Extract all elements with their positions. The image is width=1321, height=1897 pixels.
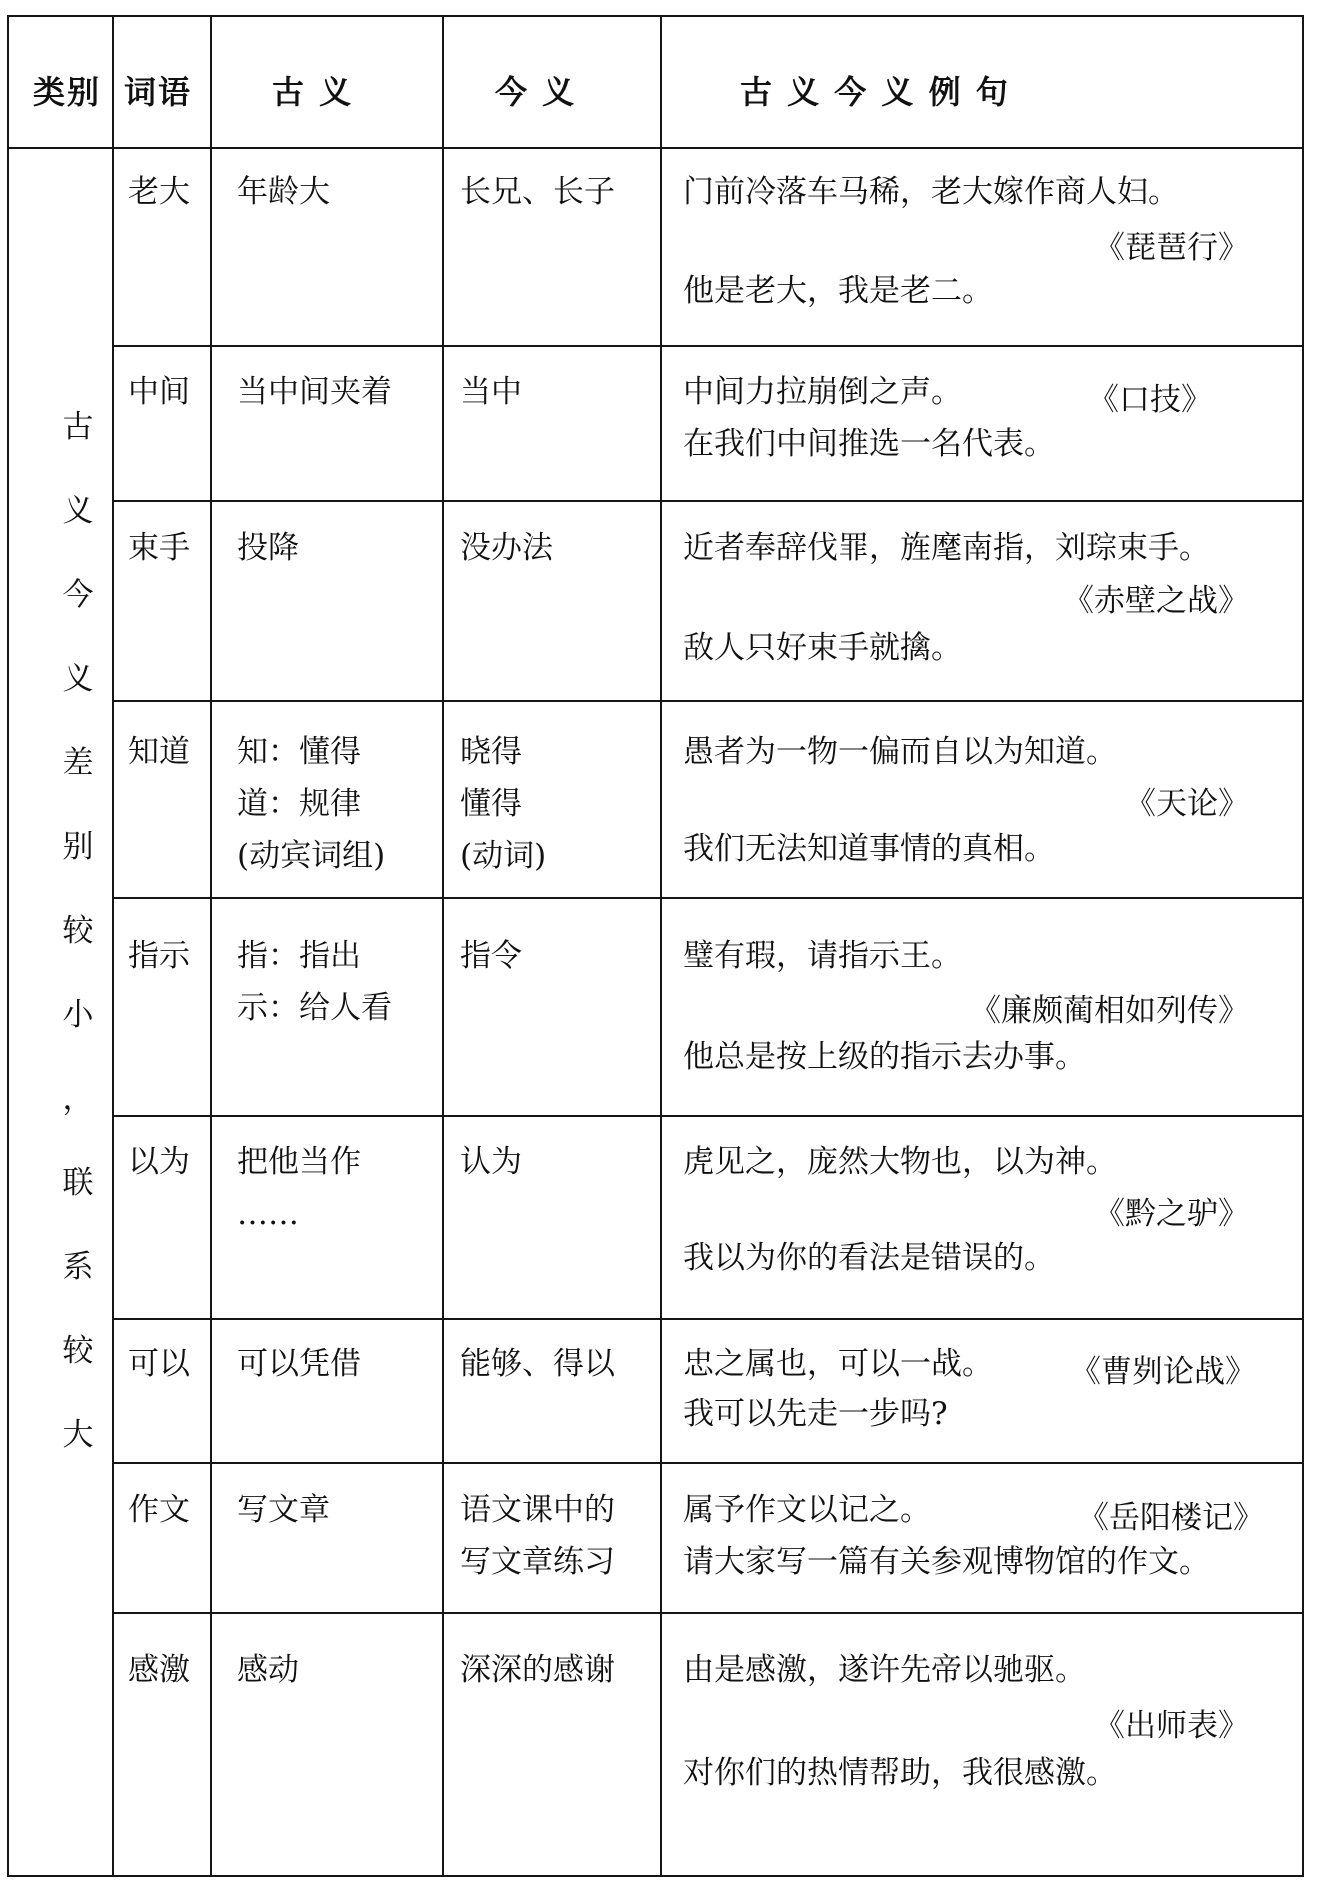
modern-meaning-cell: 能够、得以: [460, 1346, 615, 1382]
row-divider: [112, 1612, 1304, 1614]
example-source: 《口技》: [1088, 382, 1212, 418]
modern-example: 我们无法知道事情的真相。: [683, 831, 1055, 867]
column-divider: [660, 15, 662, 1877]
word-cell: 老大: [128, 174, 190, 210]
modern-example: 请大家写一篇有关参观博物馆的作文。: [683, 1544, 1210, 1580]
ancient-meaning-cell: 感动: [237, 1652, 299, 1688]
word-cell: 束手: [128, 530, 190, 566]
example-source: 《廉颇蔺相如列传》: [970, 993, 1249, 1029]
ancient-example: 璧有瑕，请指示王。: [683, 938, 962, 974]
ancient-meaning-cell: 写文章: [237, 1492, 330, 1528]
row-divider: [112, 1462, 1304, 1464]
modern-example: 对你们的热情帮助，我很感激。: [683, 1755, 1117, 1791]
table-left-border: [7, 15, 9, 1877]
modern-meaning-cell: 语文课中的 写文章练习: [460, 1492, 615, 1580]
header-modern-meaning: 今 义: [495, 73, 577, 111]
header-examples: 古 义 今 义 例 句: [740, 73, 1010, 111]
example-source: 《天论》: [1125, 786, 1249, 822]
ancient-example: 忠之属也，可以一战。: [683, 1346, 993, 1382]
ancient-example: 虎见之，庞然大物也，以为神。: [683, 1144, 1117, 1180]
modern-example: 敌人只好束手就擒。: [683, 630, 962, 666]
table-bottom-border: [7, 1875, 1304, 1877]
ancient-example: 愚者为一物一偏而自以为知道。: [683, 734, 1117, 770]
modern-example: 我可以先走一步吗?: [683, 1396, 948, 1432]
example-source: 《曹刿论战》: [1070, 1354, 1256, 1390]
word-cell: 指示: [128, 938, 190, 974]
ancient-example: 中间力拉崩倒之声。: [683, 374, 962, 410]
ancient-example: 属予作文以记之。: [683, 1492, 931, 1528]
header-bottom-border: [7, 147, 1304, 149]
word-cell: 中间: [128, 374, 190, 410]
row-divider: [112, 1318, 1304, 1320]
row-divider: [112, 345, 1304, 347]
header-category: 类别: [33, 73, 102, 111]
ancient-meaning-cell: 知：懂得 道：规律 (动宾词组): [237, 734, 386, 874]
word-cell: 可以: [128, 1346, 190, 1382]
column-divider: [210, 15, 212, 1877]
example-source: 《琵琶行》: [1094, 230, 1249, 266]
ancient-example: 近者奉辞伐罪，旌麾南指，刘琮束手。: [683, 530, 1210, 566]
modern-meaning-cell: 长兄、长子: [460, 174, 615, 210]
modern-meaning-cell: 深深的感谢: [460, 1652, 615, 1688]
ancient-meaning-cell: 可以凭借: [237, 1346, 361, 1382]
modern-meaning-cell: 没办法: [460, 530, 553, 566]
column-divider: [112, 15, 114, 1877]
modern-meaning-cell: 认为: [460, 1144, 522, 1180]
ancient-example: 由是感激，遂许先帝以驰驱。: [683, 1652, 1086, 1688]
ancient-meaning-cell: 年龄大: [237, 174, 330, 210]
row-divider: [112, 897, 1304, 899]
modern-meaning-cell: 指令: [460, 938, 522, 974]
modern-example: 他是老大，我是老二。: [683, 273, 993, 309]
modern-meaning-cell: 当中: [460, 374, 522, 410]
row-divider: [112, 700, 1304, 702]
modern-example: 我以为你的看法是错误的。: [683, 1240, 1055, 1276]
row-divider: [112, 500, 1304, 502]
modern-example: 他总是按上级的指示去办事。: [683, 1039, 1086, 1075]
modern-example: 在我们中间推选一名代表。: [683, 426, 1055, 462]
ancient-meaning-cell: 把他当作 ……: [237, 1144, 361, 1232]
example-source: 《黔之驴》: [1094, 1196, 1249, 1232]
header-ancient-meaning: 古 义: [272, 73, 354, 111]
word-cell: 以为: [128, 1144, 190, 1180]
ancient-meaning-cell: 指：指出 示：给人看: [237, 938, 392, 1026]
word-cell: 知道: [128, 734, 190, 770]
modern-meaning-cell: 晓得 懂得 (动词): [460, 734, 547, 874]
ancient-meaning-cell: 当中间夹着: [237, 374, 392, 410]
table-right-border: [1302, 15, 1304, 1877]
column-divider: [442, 15, 444, 1877]
example-source: 《赤壁之战》: [1063, 583, 1249, 619]
category-label: 古 义 今 义 差 别 较 小 ， 联 系 较 大: [62, 409, 94, 1453]
example-source: 《出师表》: [1094, 1708, 1249, 1744]
example-source: 《岳阳楼记》: [1078, 1500, 1264, 1536]
table-top-border: [7, 15, 1304, 17]
word-cell: 感激: [128, 1652, 190, 1688]
ancient-example: 门前冷落车马稀，老大嫁作商人妇。: [683, 174, 1179, 210]
row-divider: [112, 1115, 1304, 1117]
header-word: 词语: [124, 73, 193, 111]
word-cell: 作文: [128, 1492, 190, 1528]
ancient-meaning-cell: 投降: [237, 530, 299, 566]
